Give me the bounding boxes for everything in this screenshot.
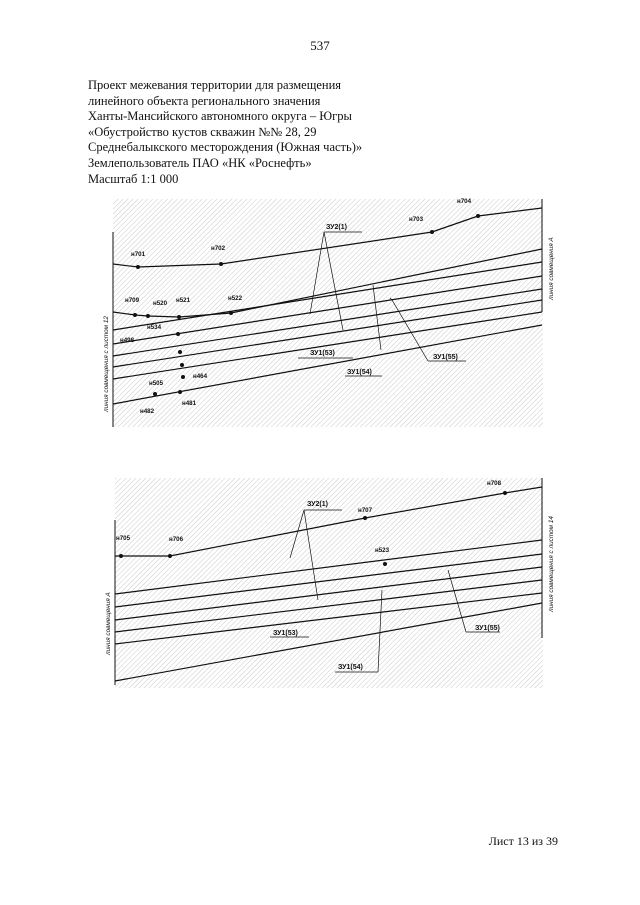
hatched-area	[115, 478, 543, 688]
sheet-number: Лист 13 из 39	[488, 834, 558, 848]
header-line: Проект межевания территории для размещения	[88, 78, 342, 92]
point-label: н702	[211, 245, 226, 252]
point-label: н522	[228, 295, 243, 302]
match-line-label: линия совмещения А	[548, 237, 555, 300]
zone-label: ЗУ1(55)	[433, 354, 458, 361]
scale-line: Масштаб 1:1 000	[88, 171, 179, 186]
header-line: Ханты-Мансийского автономного округа – Югры	[88, 109, 352, 124]
header-line: Землепользователь ПАО «НК «Роснефть»	[88, 155, 312, 170]
point-label: н707	[358, 507, 373, 514]
match-line-label: линия совмещения с листом 14	[548, 516, 555, 612]
point-label: н498	[120, 337, 135, 344]
header-line: линейного объекта регионального значения	[88, 93, 321, 108]
match-line-label: линия совмещения с листом 12	[103, 316, 110, 412]
point-label: н505	[149, 380, 164, 387]
page-number: 537	[310, 38, 330, 53]
plan-top	[103, 198, 555, 427]
point-label: н523	[375, 547, 390, 554]
point-label: н703	[409, 216, 424, 223]
point-label: н521	[176, 297, 191, 304]
match-line-label: линия совмещения А	[105, 592, 112, 655]
header-line: Среднебалыкского месторождения (Южная часть)»	[88, 140, 363, 155]
point-label: н481	[182, 400, 197, 407]
point-label: н709	[125, 297, 140, 304]
point-label: н708	[487, 480, 502, 487]
point-label: н701	[131, 251, 146, 258]
zone-label: ЗУ1(54)	[338, 664, 363, 671]
zone-label: ЗУ1(54)	[347, 369, 372, 376]
point-label: н704	[457, 198, 472, 205]
point-label: н482	[140, 408, 155, 415]
zone-label: ЗУ2(1)	[326, 224, 347, 231]
zone-label: ЗУ2(1)	[307, 501, 328, 508]
point-label: н705	[116, 535, 131, 542]
header-line: «Обустройство кустов скважин №№ 28, 29	[88, 124, 317, 139]
point-label: н464	[193, 373, 208, 380]
hatched-area	[113, 199, 543, 427]
zone-label: ЗУ1(55)	[475, 625, 500, 632]
point-label: н534	[147, 324, 162, 331]
zone-label: ЗУ1(53)	[273, 630, 298, 637]
plan-bottom	[105, 478, 555, 688]
point-label: н706	[169, 536, 184, 543]
zone-label: ЗУ1(53)	[310, 350, 335, 357]
point-label: н520	[153, 300, 168, 307]
